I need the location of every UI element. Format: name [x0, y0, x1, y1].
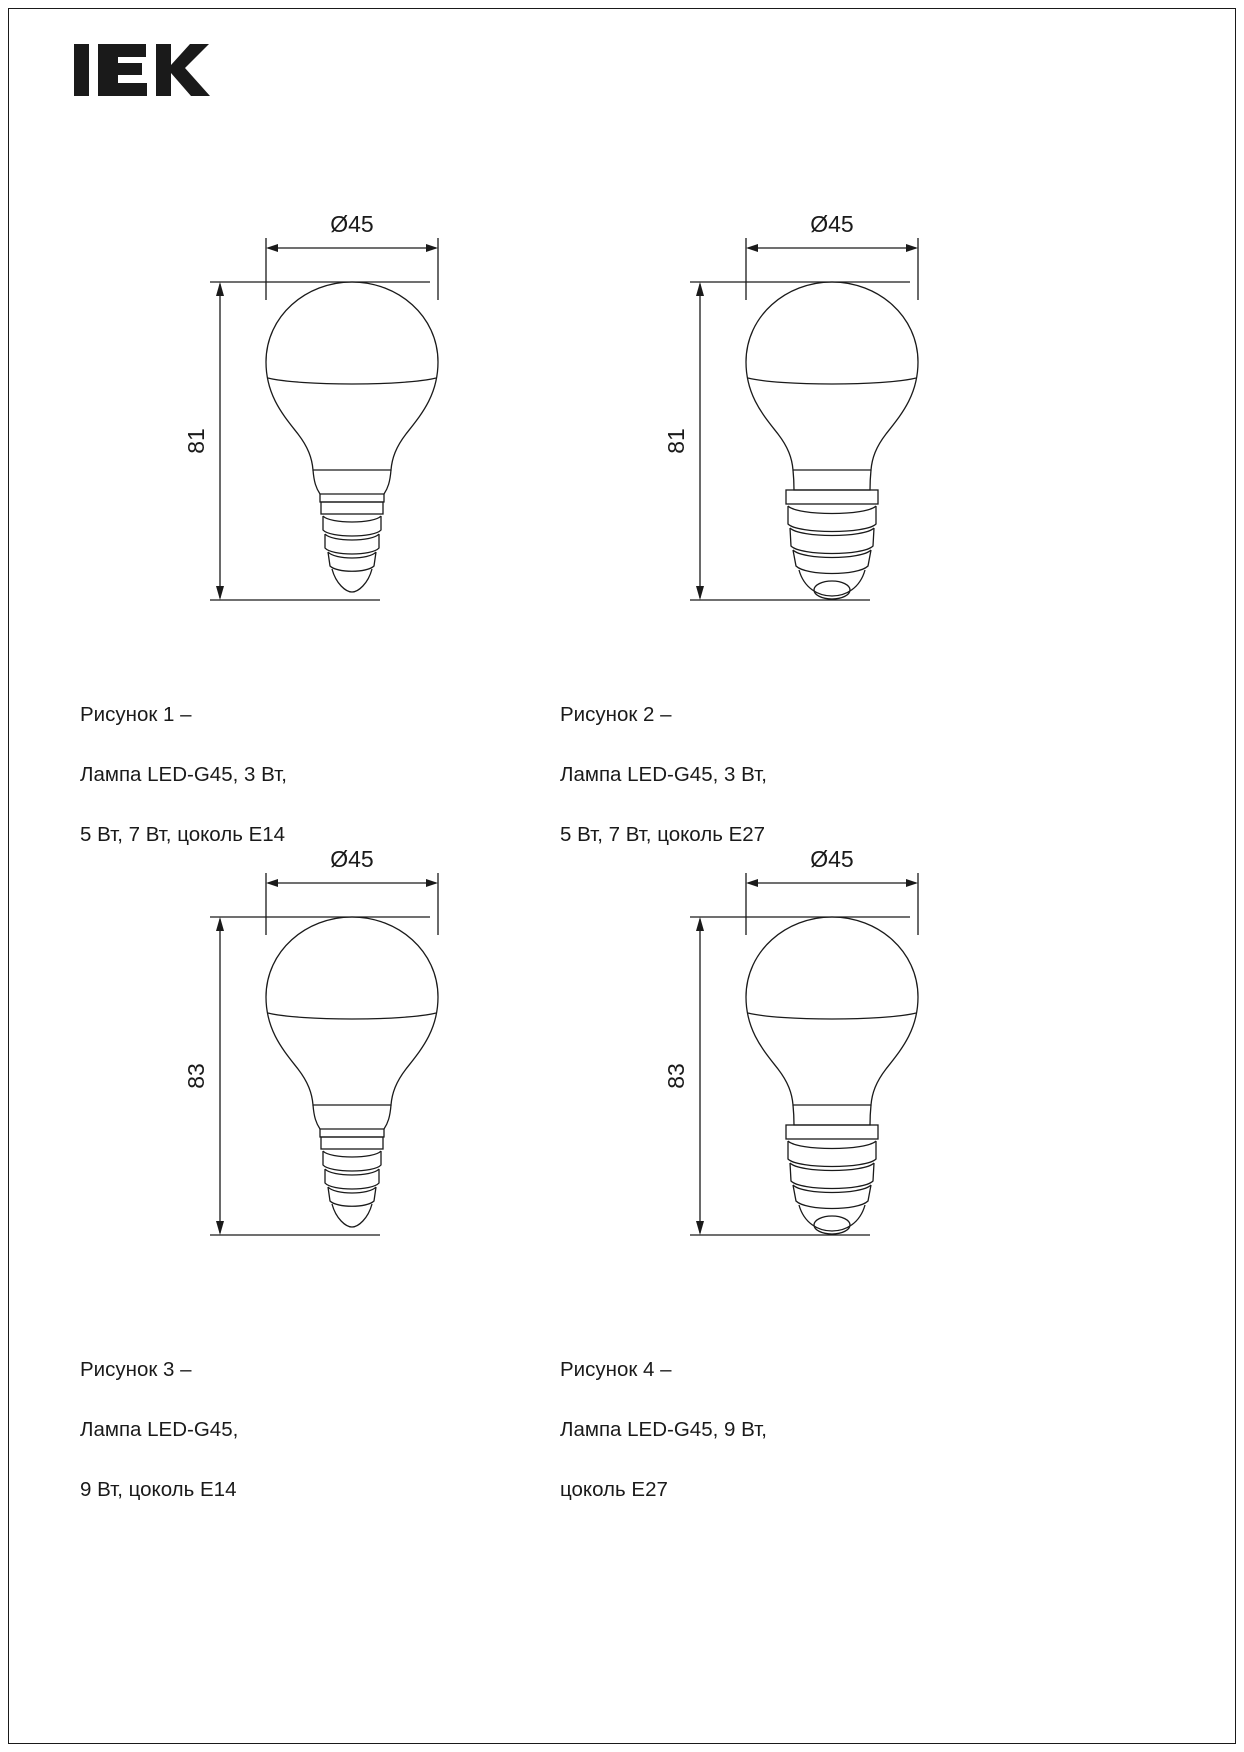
figure-3-height-label: 83 [183, 1063, 209, 1089]
figure-1 [80, 190, 600, 846]
figure-3-caption-line-3: 9 Вт, цоколь E14 [80, 1478, 237, 1501]
figure-3-caption-line-1: Рисунок 3 – [80, 1358, 192, 1381]
figure-4-caption [560, 1325, 900, 1535]
figure-2-caption-line-3: 5 Вт, 7 Вт, цоколь E27 [560, 823, 766, 846]
figure-2-caption-line-1: Рисунок 2 – [560, 703, 672, 726]
figure-1-caption-line-1: Рисунок 1 – [80, 703, 192, 726]
figure-3-caption-line-2: Лампа LED-G45, [80, 1418, 239, 1441]
figure-1-diameter-label: Ø45 [330, 211, 374, 237]
iek-logo [72, 38, 212, 108]
figure-3-diameter-label: Ø45 [330, 846, 374, 872]
figure-1-caption-line-2: Лампа LED-G45, 3 Вт, [80, 763, 287, 786]
figure-3-drawing [180, 825, 510, 1245]
figure-2-diameter-label: Ø45 [810, 211, 854, 237]
figure-4-diameter-label: Ø45 [810, 846, 854, 872]
figure-2-caption-line-2: Лампа LED-G45, 3 Вт, [560, 763, 767, 786]
figure-2-drawing [660, 190, 990, 610]
figure-4-caption-line-1: Рисунок 4 – [560, 1358, 672, 1381]
figure-1-drawing [180, 190, 510, 610]
figure-4-caption-line-3: цоколь E27 [560, 1478, 668, 1501]
figure-4-drawing [660, 825, 990, 1245]
figure-2-height-label: 81 [663, 428, 689, 454]
figure-2 [560, 190, 1080, 846]
figure-1-height-label: 81 [183, 428, 209, 454]
figure-4-height-label: 83 [663, 1063, 689, 1089]
figure-1-caption-line-3: 5 Вт, 7 Вт, цоколь E14 [80, 823, 286, 846]
figure-4-caption-line-2: Лампа LED-G45, 9 Вт, [560, 1418, 767, 1441]
figure-3-caption [80, 1325, 410, 1535]
